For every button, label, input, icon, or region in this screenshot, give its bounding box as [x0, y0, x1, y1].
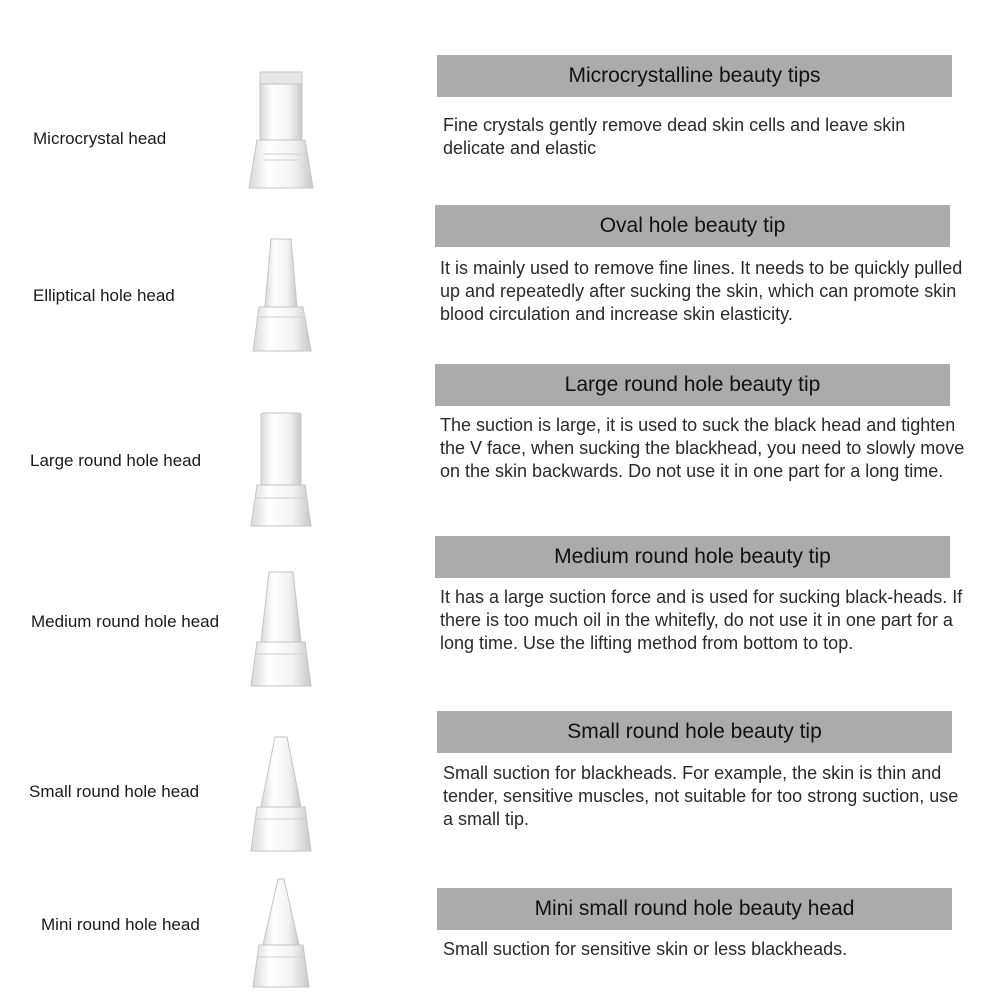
tip-title-header: Large round hole beauty tip — [435, 364, 950, 406]
tip-description: It is mainly used to remove fine lines. It needs to be quickly pulled up and repeatedly after sucking the skin, which can promote skin blood circulation and increase skin elasticity. — [440, 258, 963, 324]
tip-title-header: Small round hole beauty tip — [437, 711, 952, 753]
tip-title-header: Mini small round hole beauty head — [437, 888, 952, 930]
tip-label: Medium round hole head — [31, 612, 220, 631]
mini-round-tip-icon — [245, 875, 325, 990]
small-round-tip-icon — [245, 733, 325, 857]
tip-description: Small suction for blackheads. For example, the skin is thin and tender, sensitive muscles, not suitable for too strong suction, use a small tip. — [443, 763, 959, 829]
tip-label: Microcrystal head — [33, 129, 167, 148]
microcrystal-tip-icon — [245, 70, 325, 195]
tip-label: Large round hole head — [30, 451, 202, 470]
tip-description: The suction is large, it is used to suck the black head and tighten the V face, when sucking the blackhead, you need to slowly move on the skin backwards. Do not use it in one part for a long time. — [440, 415, 965, 481]
tip-label: Mini round hole head — [41, 915, 200, 934]
elliptical-tip-icon — [245, 235, 325, 357]
tip-description: It has a large suction force and is used for sucking black-heads. If there is too much oil in the whitefly, do not use it in one part for a long time. Use the lifting method from bottom to top. — [440, 587, 963, 653]
tip-title-header: Oval hole beauty tip — [435, 205, 950, 247]
tip-description: Small suction for sensitive skin or less blackheads. — [443, 939, 848, 959]
tip-title-header: Medium round hole beauty tip — [435, 536, 950, 578]
large-round-tip-icon — [245, 410, 325, 532]
tip-label: Elliptical hole head — [33, 286, 175, 305]
tip-label: Small round hole head — [29, 782, 200, 801]
tip-description: Fine crystals gently remove dead skin cells and leave skin delicate and elastic — [443, 115, 906, 158]
tip-title-header: Microcrystalline beauty tips — [437, 55, 952, 97]
medium-round-tip-icon — [245, 568, 325, 692]
